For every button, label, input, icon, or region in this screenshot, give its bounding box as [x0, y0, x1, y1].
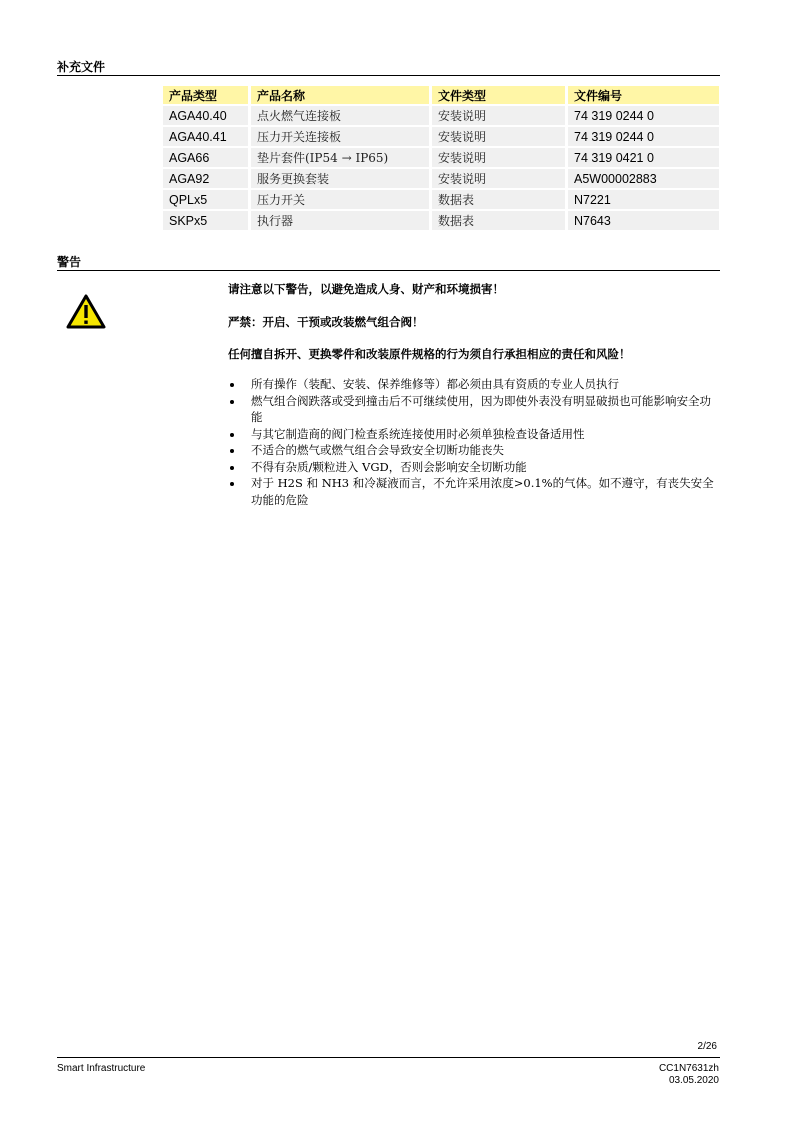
- product-type-cell: AGA66: [163, 148, 248, 167]
- document-number-cell: A5W00002883: [565, 169, 719, 188]
- product-type-cell: AGA40.41: [163, 127, 248, 146]
- section-heading-warning: 警告: [57, 255, 82, 269]
- table-row: [163, 148, 719, 167]
- document-type-cell: 数据表: [429, 190, 565, 209]
- list-item: 与其它制造商的阀门检查系统连接使用时必须单独检查设备适用性: [228, 426, 720, 443]
- list-item: 燃气组合阀跌落或受到撞击后不可继续使用，因为即使外表没有明显破损也可能影响安全功能: [228, 393, 720, 426]
- column-header: 文件编号: [565, 86, 719, 104]
- warning-notice: 请注意以下警告，以避免造成人身、财产和环境损害！: [228, 282, 504, 296]
- document-type-cell: 安装说明: [429, 106, 565, 125]
- product-name-cell: 服务更换套装: [248, 169, 429, 188]
- section-divider: [57, 270, 720, 271]
- warning-bullet-list: [228, 376, 720, 508]
- document-date: 03.05.2020: [668, 1075, 719, 1086]
- product-type-cell: SKPx5: [163, 211, 248, 230]
- product-name-cell: 压力开关连接板: [248, 127, 429, 146]
- document-number-cell: N7643: [565, 211, 719, 230]
- product-type-cell: QPLx5: [163, 190, 248, 209]
- product-name-cell: 点火燃气连接板: [248, 106, 429, 125]
- table-row: [163, 169, 719, 188]
- list-item: 不得有杂质/颗粒进入 VGD，否则会影响安全切断功能: [228, 459, 720, 476]
- product-name-cell: 压力开关: [248, 190, 429, 209]
- document-number-cell: 74 319 0421 0: [565, 148, 719, 167]
- document-type-cell: 安装说明: [429, 148, 565, 167]
- prohibition-notice: 严禁：开启、干预或改装燃气组合阀！: [228, 315, 424, 329]
- company-name: Smart Infrastructure: [57, 1063, 146, 1074]
- footer-divider: [57, 1057, 720, 1058]
- product-name-cell: 垫片套件(IP54 → IP65): [248, 148, 429, 167]
- table-row: [163, 127, 719, 146]
- document-number-cell: 74 319 0244 0: [565, 127, 719, 146]
- product-type-cell: AGA40.40: [163, 106, 248, 125]
- list-item: 所有操作（装配、安装、保养维修等）都必须由具有资质的专业人员执行: [228, 376, 720, 393]
- documents-table: [163, 84, 719, 232]
- column-header: 产品名称: [248, 86, 429, 104]
- table-header-row: [163, 86, 719, 104]
- warning-triangle-icon: [66, 294, 106, 330]
- document-type-cell: 安装说明: [429, 169, 565, 188]
- section-heading-supplementary: 补充文件: [57, 60, 106, 74]
- section-divider: [57, 75, 720, 76]
- product-type-cell: AGA92: [163, 169, 248, 188]
- document-type-cell: 数据表: [429, 211, 565, 230]
- column-header: 文件类型: [429, 86, 565, 104]
- list-item: 不适合的燃气或燃气组合会导致安全切断功能丧失: [228, 442, 720, 459]
- document-number-cell: 74 319 0244 0: [565, 106, 719, 125]
- product-name-cell: 执行器: [248, 211, 429, 230]
- document-type-cell: 安装说明: [429, 127, 565, 146]
- table-row: [163, 106, 719, 125]
- list-item: 对于 H2S 和 NH3 和冷凝液而言，不允许采用浓度>0.1%的气体。如不遵守，有丧失安全功能的危险: [228, 475, 720, 508]
- table-row: [163, 190, 719, 209]
- page-number: 2/26: [697, 1041, 717, 1052]
- column-header: 产品类型: [163, 86, 248, 104]
- table-row: [163, 211, 719, 230]
- document-id: CC1N7631zh: [658, 1063, 719, 1074]
- document-number-cell: N7221: [565, 190, 719, 209]
- liability-notice: 任何擅自拆开、更换零件和改装原件规格的行为须自行承担相应的责任和风险！: [228, 347, 631, 361]
